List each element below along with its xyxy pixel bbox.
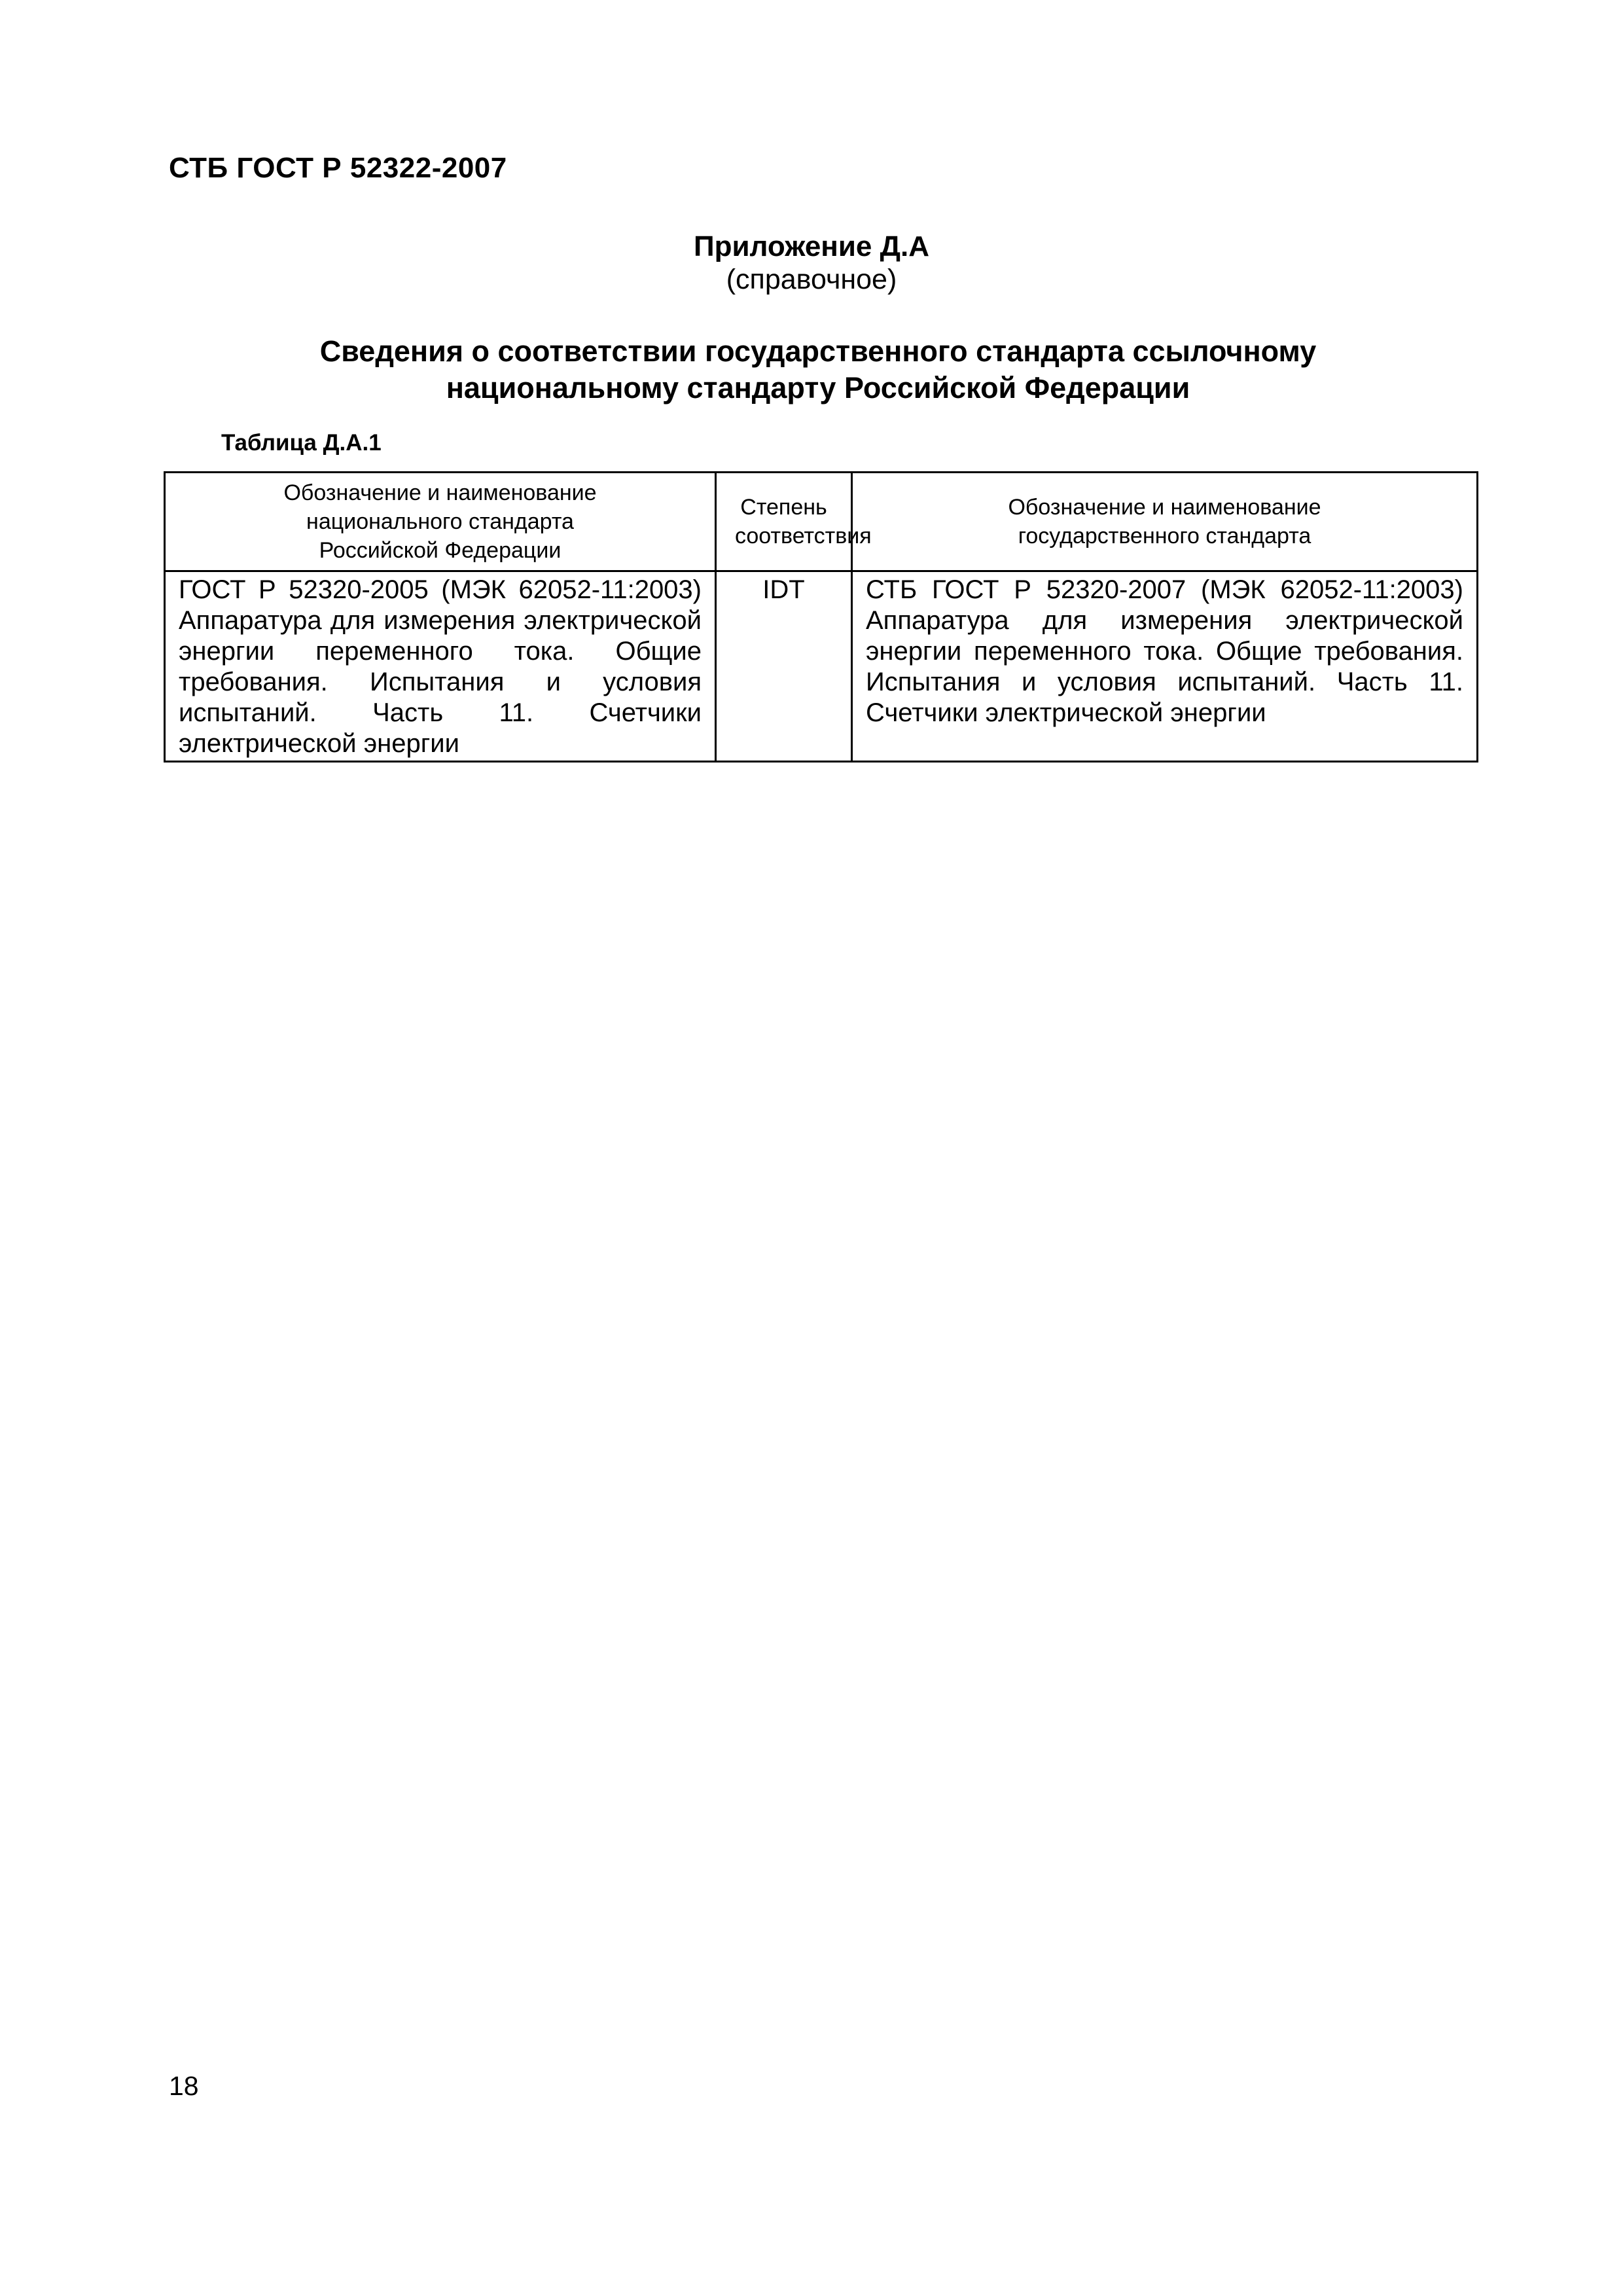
cell-state-standard-text: СТБ ГОСТ Р 52320-2007 (МЭК 62052-11:2003) Аппаратура для измерения электрической энергии переменного тока. Общие требования. Испытания и условия испытаний. Часть 11. Счетчики электрической энергии [866, 575, 1463, 727]
cell-state-standard [852, 571, 1478, 762]
header-state-standard-text: Обозначение и наименование государственного стандарта [1008, 495, 1321, 548]
header-degree-text: Степень соответствия [735, 495, 872, 548]
table-header-row [165, 473, 1478, 571]
header-degree [716, 473, 872, 571]
cell-national-standard-text: ГОСТ Р 52320-2005 (МЭК 62052-11:2003) Аппаратура для измерения электрической энергии переменного тока. Общие требования. Испытания и условия испытаний. Часть 11. Счетчики электрической энергии [179, 575, 702, 758]
page-number: 18 [169, 2071, 199, 2101]
header-national-standard-text: Обозначение и наименование национального стандарта Российской Федерации [283, 480, 597, 563]
cell-degree [716, 571, 852, 762]
cell-national-standard [165, 571, 716, 762]
conformity-table [164, 471, 1478, 762]
document-id: СТБ ГОСТ Р 52322-2007 [169, 152, 507, 184]
table-caption: Таблица Д.А.1 [221, 430, 382, 456]
header-state-standard [852, 473, 1478, 571]
header-national-standard [165, 473, 716, 571]
section-heading: Сведения о соответствии государственного стандарта ссылочному национальному стандарту Российской Федерации [319, 334, 1317, 404]
appendix-title: Приложение Д.А [694, 230, 929, 262]
cell-degree-text: IDT [762, 575, 805, 604]
appendix-subtitle: (справочное) [726, 264, 897, 295]
table-row [165, 571, 1478, 762]
